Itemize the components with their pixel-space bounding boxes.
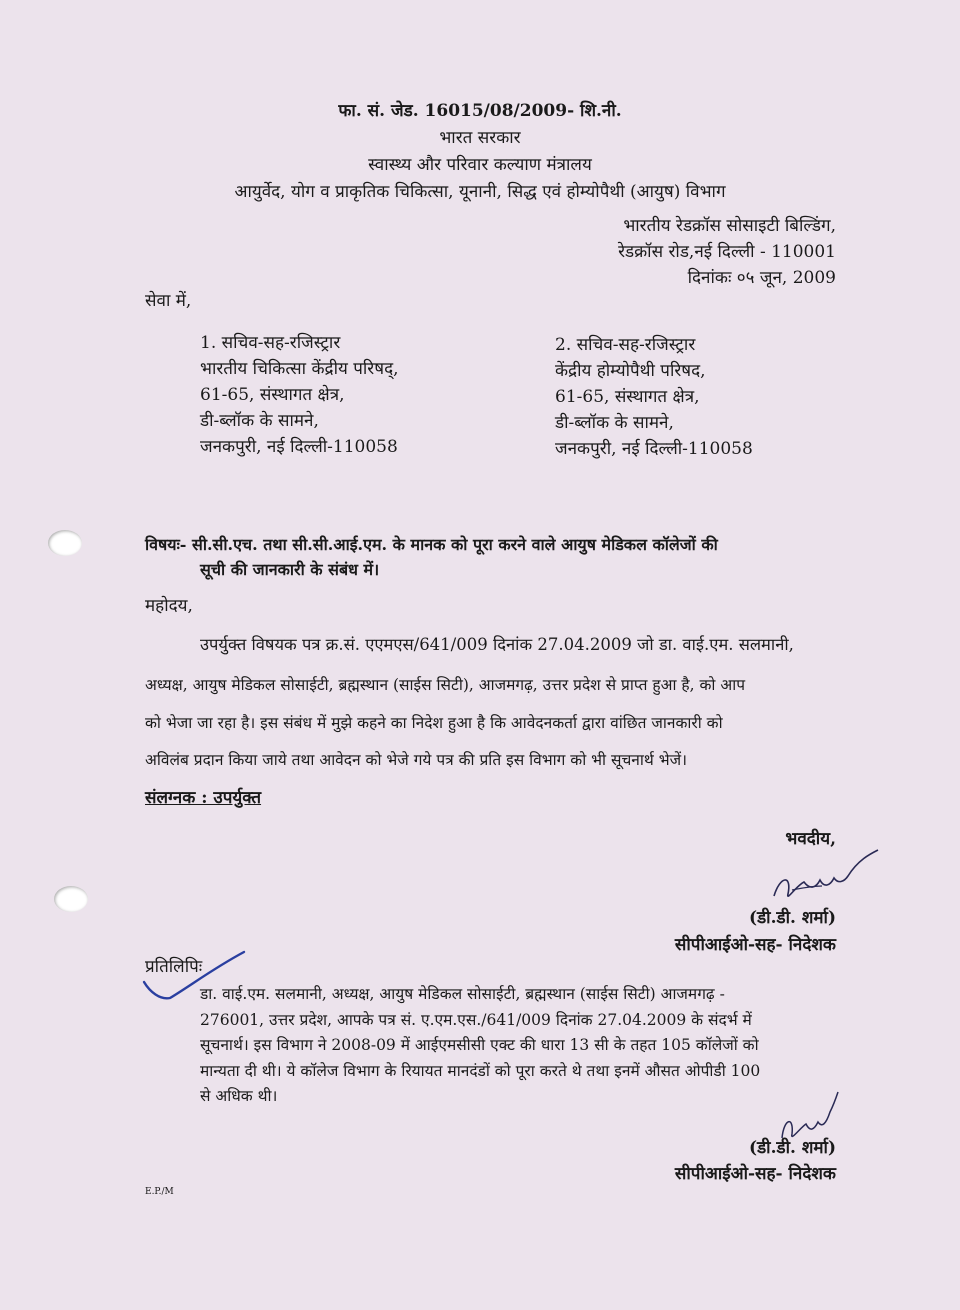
recipient-line: डी-ब्लॉक के सामने, <box>200 411 319 431</box>
government-name: भारत सरकार <box>439 128 521 148</box>
recipient-line: भारतीय चिकित्सा केंद्रीय परिषद्, <box>200 359 399 379</box>
body-line: अध्यक्ष, आयुष मेडिकल सोसाईटी, ब्रह्मस्थान (साईस सिटी), आजमगढ़, उत्तर प्रदेश से प्राप्त हुआ है, को आप <box>145 676 746 694</box>
recipient-line: डी-ब्लॉक के सामने, <box>555 413 674 433</box>
address-line-2: रेडक्रॉस रोड,नई दिल्ली - 110001 <box>618 242 836 262</box>
recipient-line: 2. सचिव-सह-रजिस्ट्रार <box>555 335 696 355</box>
enclosure-note: संलग्नक : उपर्युक्त <box>145 788 262 808</box>
recipient-line: जनकपुरी, नई दिल्ली-110058 <box>555 439 753 459</box>
copy-line: मान्यता दी थी। ये कॉलेज विभाग के रियायत मानदंडों को पूरा करते थे तथा इनमें औसत ओपीडी 100 <box>200 1062 761 1080</box>
subject-line-1: विषयः- सी.सी.एच. तथा सी.सी.आई.एम. के मानक को पूरा करने वाले आयुष मेडिकल कॉलेजों की <box>145 535 718 554</box>
recipient-line: 1. सचिव-सह-रजिस्ट्रार <box>200 333 341 353</box>
footer-code: E.P./M <box>145 1187 174 1197</box>
signatory-2-designation: सीपीआईओ-सह- निदेशक <box>674 1164 836 1184</box>
punch-hole-top <box>48 530 82 556</box>
signatory-designation: सीपीआईओ-सह- निदेशक <box>674 935 836 955</box>
salutation: महोदय, <box>145 596 193 616</box>
copy-line: 276001, उत्तर प्रदेश, आपके पत्र सं. ए.एम.एस./641/009 दिनांक 27.04.2009 के संदर्भ में <box>200 1011 752 1029</box>
recipient-line: 61-65, संस्थागत क्षेत्र, <box>200 385 345 405</box>
body-line: उपर्युक्त विषयक पत्र क्र.सं. एएमएस/641/009 दिनांक 27.04.2009 जो डा. वाई.एम. सलमानी, <box>200 635 794 654</box>
copy-label: प्रतिलिपिः <box>145 957 203 977</box>
signatory-2-name: (डी.डी. शर्मा) <box>749 1138 836 1158</box>
ministry-name: स्वास्थ्य और परिवार कल्याण मंत्रालय <box>368 155 592 175</box>
handwritten-signature <box>762 846 882 906</box>
recipient-line: केंद्रीय होम्योपैथी परिषद, <box>555 361 706 381</box>
closing: भवदीय, <box>785 829 836 849</box>
copy-line: डा. वाई.एम. सलमानी, अध्यक्ष, आयुष मेडिकल सोसाईटी, ब्रह्मस्थान (साईस सिटी) आजमगढ़ - <box>200 985 725 1003</box>
punch-hole-bottom <box>54 886 88 912</box>
department-name: आयुर्वेद, योग व प्राकृतिक चिकित्सा, यूनानी, सिद्ध एवं होम्योपैथी (आयुष) विभाग <box>234 182 726 202</box>
body-line: को भेजा जा रहा है। इस संबंध में मुझे कहने का निदेश हुआ है कि आवेदनकर्ता द्वारा वांछित जानकारी को <box>145 714 723 732</box>
recipient-line: जनकपुरी, नई दिल्ली-110058 <box>200 437 398 457</box>
recipient-line: 61-65, संस्थागत क्षेत्र, <box>555 387 700 407</box>
subject-line-2: सूची की जानकारी के संबंध में। <box>200 560 380 579</box>
letter-date: दिनांकः ०५ जून, 2009 <box>687 268 836 288</box>
to-label: सेवा में, <box>145 291 192 311</box>
body-line: अविलंब प्रदान किया जाये तथा आवेदन को भेजे गये पत्र की प्रति इस विभाग को भी सूचनार्थ भेजें। <box>145 751 688 769</box>
file-number: फा. सं. जेड. 16015/08/2009- शि.नी. <box>338 101 622 121</box>
address-line-1: भारतीय रेडक्रॉस सोसाइटी बिल्डिंग, <box>623 216 836 236</box>
copy-line: से अधिक थी। <box>200 1087 278 1105</box>
copy-line: सूचनार्थ। इस विभाग ने 2008-09 में आईएमसीसी एक्ट की धारा 13 सी के तहत 105 कॉलेजों को <box>200 1036 759 1054</box>
signatory-name: (डी.डी. शर्मा) <box>749 908 836 928</box>
